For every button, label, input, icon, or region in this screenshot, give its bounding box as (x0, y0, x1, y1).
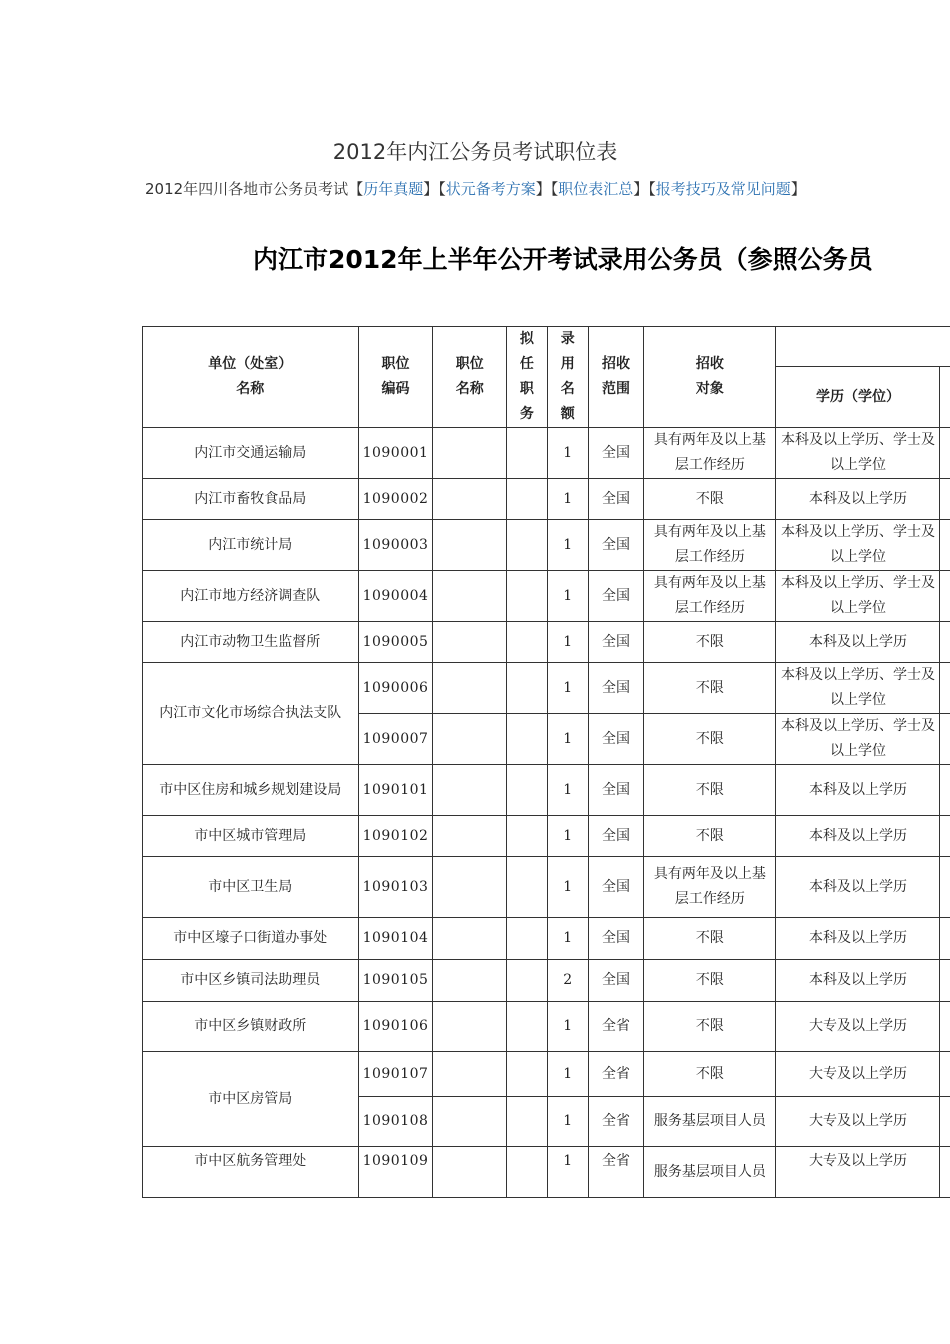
rank-cell (507, 1097, 548, 1147)
rank-cell (507, 918, 548, 960)
target-cell: 不限 (644, 663, 776, 714)
unit-cell: 市中区乡镇财政所 (143, 1002, 359, 1052)
header-position-name: 职位 名称 (433, 327, 507, 428)
education-cell: 大专及以上学历 (776, 1097, 940, 1147)
rank-cell (507, 960, 548, 1002)
target-cell: 不限 (644, 1002, 776, 1052)
count-cell: 1 (547, 857, 588, 918)
position-name-cell (433, 1147, 507, 1198)
header-code: 职位 编码 (358, 327, 433, 428)
education-cell: 本科及以上学历 (776, 765, 940, 816)
table-row (143, 765, 950, 816)
code-cell: 1090006 (358, 663, 433, 714)
unit-cell: 内江市地方经济调查队 (143, 571, 359, 622)
position-name-cell (433, 765, 507, 816)
document-heading: 内江市2012年上半年公开考试录用公务员（参照公务员 (253, 245, 873, 274)
position-name-cell (433, 622, 507, 663)
education-cell: 本科及以上学历、学士及以上学位 (776, 520, 940, 571)
unit-cell: 内江市统计局 (143, 520, 359, 571)
target-cell: 具有两年及以上基层工作经历 (644, 520, 776, 571)
education-cell: 本科及以上学历、学士及以上学位 (776, 428, 940, 479)
position-name-cell (433, 714, 507, 765)
rank-cell (507, 1052, 548, 1097)
code-cell: 1090007 (358, 714, 433, 765)
position-name-cell (433, 816, 507, 857)
unit-cell: 内江市畜牧食品局 (143, 479, 359, 520)
positions-table (142, 326, 950, 1198)
count-cell: 1 (547, 918, 588, 960)
table-row (143, 520, 950, 571)
count-cell: 1 (547, 765, 588, 816)
link-prep-plan[interactable]: 状元备考方案 (445, 180, 536, 198)
table-row (143, 622, 950, 663)
count-cell: 1 (547, 1147, 588, 1198)
table-row (143, 816, 950, 857)
scope-cell: 全国 (588, 765, 644, 816)
header-conditions (776, 327, 950, 367)
clipped-cell (940, 428, 950, 479)
code-cell: 1090109 (358, 1147, 433, 1198)
count-cell: 1 (547, 714, 588, 765)
target-cell: 不限 (644, 765, 776, 816)
position-name-cell (433, 663, 507, 714)
rank-cell (507, 765, 548, 816)
clipped-cell (940, 857, 950, 918)
clipped-cell (940, 765, 950, 816)
rank-cell (507, 428, 548, 479)
intro-links: 2012年四川各地市公务员考试【历年真题】【状元备考方案】【职位表汇总】【报考技巧及常见问题】 (145, 180, 806, 198)
scope-cell: 全省 (588, 1097, 644, 1147)
unit-cell: 市中区房管局 (143, 1052, 359, 1147)
education-cell: 大专及以上学历 (776, 1147, 940, 1198)
header-unit: 单位（处室） 名称 (143, 327, 359, 428)
count-cell: 1 (547, 1052, 588, 1097)
rank-cell (507, 571, 548, 622)
position-name-cell (433, 520, 507, 571)
scope-cell: 全国 (588, 479, 644, 520)
position-name-cell (433, 1097, 507, 1147)
scope-cell: 全国 (588, 918, 644, 960)
clipped-cell (940, 960, 950, 1002)
clipped-cell (940, 918, 950, 960)
count-cell: 1 (547, 571, 588, 622)
rank-cell (507, 479, 548, 520)
rank-cell (507, 520, 548, 571)
code-cell: 1090107 (358, 1052, 433, 1097)
count-cell: 1 (547, 520, 588, 571)
code-cell: 1090002 (358, 479, 433, 520)
unit-cell: 内江市文化市场综合执法支队 (143, 663, 359, 765)
unit-cell: 市中区住房和城乡规划建设局 (143, 765, 359, 816)
clipped-cell (940, 520, 950, 571)
education-cell: 大专及以上学历 (776, 1052, 940, 1097)
link-exam-tips[interactable]: 报考技巧及常见问题 (655, 180, 791, 198)
code-cell: 1090108 (358, 1097, 433, 1147)
target-cell: 不限 (644, 622, 776, 663)
target-cell: 不限 (644, 479, 776, 520)
education-cell: 本科及以上学历 (776, 479, 940, 520)
code-cell: 1090003 (358, 520, 433, 571)
code-cell: 1090105 (358, 960, 433, 1002)
clipped-cell (940, 622, 950, 663)
scope-cell: 全国 (588, 816, 644, 857)
code-cell: 1090005 (358, 622, 433, 663)
count-cell: 1 (547, 1002, 588, 1052)
target-cell: 不限 (644, 918, 776, 960)
unit-cell: 市中区城市管理局 (143, 816, 359, 857)
education-cell: 本科及以上学历、学士及以上学位 (776, 663, 940, 714)
education-cell: 本科及以上学历、学士及以上学位 (776, 571, 940, 622)
position-name-cell (433, 857, 507, 918)
table-row (143, 479, 950, 520)
header-education: 学历（学位） (776, 367, 940, 428)
table-row (143, 918, 950, 960)
scope-cell: 全国 (588, 663, 644, 714)
education-cell: 本科及以上学历 (776, 960, 940, 1002)
education-cell: 本科及以上学历 (776, 816, 940, 857)
table-row (143, 960, 950, 1002)
count-cell: 1 (547, 428, 588, 479)
scope-cell: 全国 (588, 428, 644, 479)
clipped-cell (940, 1002, 950, 1052)
header-rank: 拟 任 职 务 (507, 327, 548, 428)
scope-cell: 全国 (588, 960, 644, 1002)
code-cell: 1090001 (358, 428, 433, 479)
table-row (143, 571, 950, 622)
table-row (143, 857, 950, 918)
clipped-cell (940, 714, 950, 765)
count-cell: 1 (547, 479, 588, 520)
clipped-cell (940, 816, 950, 857)
count-cell: 2 (547, 960, 588, 1002)
clipped-cell (940, 479, 950, 520)
position-name-cell (433, 1002, 507, 1052)
unit-cell: 市中区乡镇司法助理员 (143, 960, 359, 1002)
table-row (143, 1002, 950, 1052)
scope-cell: 全省 (588, 1147, 644, 1198)
education-cell: 大专及以上学历 (776, 1002, 940, 1052)
rank-cell (507, 1147, 548, 1198)
education-cell: 本科及以上学历 (776, 857, 940, 918)
position-name-cell (433, 571, 507, 622)
clipped-cell (940, 1097, 950, 1147)
unit-cell: 市中区航务管理处 (143, 1147, 359, 1198)
code-cell: 1090004 (358, 571, 433, 622)
clipped-cell (940, 1052, 950, 1097)
target-cell: 不限 (644, 960, 776, 1002)
scope-cell: 全国 (588, 622, 644, 663)
scope-cell: 全国 (588, 571, 644, 622)
code-cell: 1090103 (358, 857, 433, 918)
count-cell: 1 (547, 663, 588, 714)
header-scope: 招收 范围 (588, 327, 644, 428)
target-cell: 不限 (644, 714, 776, 765)
education-cell: 本科及以上学历 (776, 918, 940, 960)
code-cell: 1090101 (358, 765, 433, 816)
education-cell: 本科及以上学历、学士及以上学位 (776, 714, 940, 765)
link-past-exams[interactable]: 历年真题 (363, 180, 424, 198)
clipped-cell (940, 1147, 950, 1198)
unit-cell: 内江市交通运输局 (143, 428, 359, 479)
target-cell: 服务基层项目人员 (644, 1097, 776, 1147)
rank-cell (507, 663, 548, 714)
target-cell: 服务基层项目人员 (644, 1147, 776, 1198)
scope-cell: 全国 (588, 714, 644, 765)
position-name-cell (433, 1052, 507, 1097)
target-cell: 具有两年及以上基层工作经历 (644, 857, 776, 918)
scope-cell: 全省 (588, 1002, 644, 1052)
education-cell: 本科及以上学历 (776, 622, 940, 663)
code-cell: 1090102 (358, 816, 433, 857)
target-cell: 不限 (644, 816, 776, 857)
rank-cell (507, 622, 548, 663)
scope-cell: 全省 (588, 1052, 644, 1097)
position-name-cell (433, 960, 507, 1002)
table-row (143, 663, 950, 714)
unit-cell: 市中区卫生局 (143, 857, 359, 918)
position-name-cell (433, 428, 507, 479)
intro-prefix: 2012年四川各地市公务员考试 (145, 180, 349, 198)
count-cell: 1 (547, 816, 588, 857)
scope-cell: 全国 (588, 857, 644, 918)
count-cell: 1 (547, 622, 588, 663)
unit-cell: 市中区壕子口街道办事处 (143, 918, 359, 960)
count-cell: 1 (547, 1097, 588, 1147)
page-title: 2012年内江公务员考试职位表 (332, 140, 618, 164)
table-row (143, 428, 950, 479)
clipped-cell (940, 663, 950, 714)
rank-cell (507, 1002, 548, 1052)
table-row (143, 1052, 950, 1097)
code-cell: 1090104 (358, 918, 433, 960)
unit-cell: 内江市动物卫生监督所 (143, 622, 359, 663)
header-target: 招收 对象 (644, 327, 776, 428)
scope-cell: 全国 (588, 520, 644, 571)
target-cell: 具有两年及以上基层工作经历 (644, 571, 776, 622)
table-row (143, 1147, 950, 1198)
rank-cell (507, 857, 548, 918)
position-name-cell (433, 918, 507, 960)
target-cell: 具有两年及以上基层工作经历 (644, 428, 776, 479)
code-cell: 1090106 (358, 1002, 433, 1052)
position-name-cell (433, 479, 507, 520)
rank-cell (507, 714, 548, 765)
link-position-summary[interactable]: 职位表汇总 (558, 180, 634, 198)
target-cell: 不限 (644, 1052, 776, 1097)
header-count: 录 用 名 额 (547, 327, 588, 428)
rank-cell (507, 816, 548, 857)
clipped-cell (940, 571, 950, 622)
header-clipped (940, 367, 950, 428)
